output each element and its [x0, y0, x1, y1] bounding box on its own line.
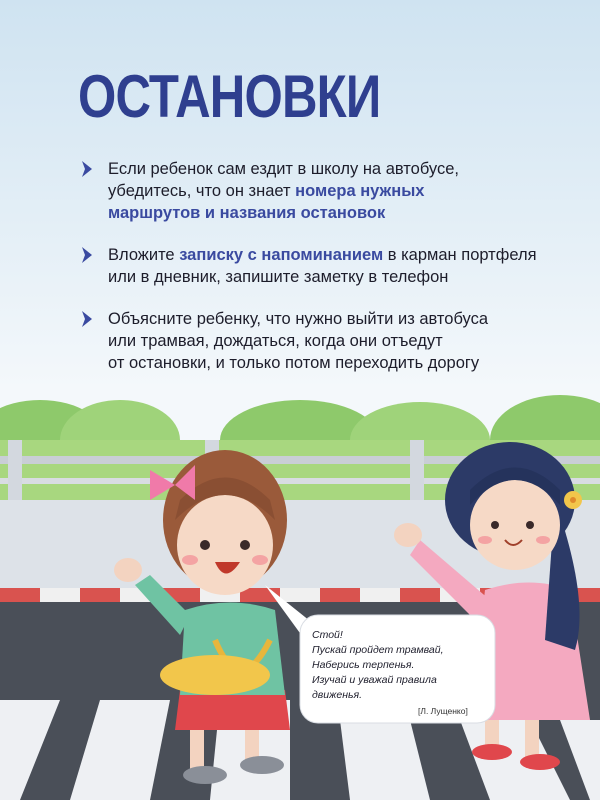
tips-list	[80, 158, 580, 394]
tip-3	[80, 308, 580, 374]
chevron-right-icon	[80, 310, 94, 328]
tip-3-line-2: или трамвая, дождаться, когда они отъедут	[108, 332, 443, 350]
tip-1-line-3: маршрутов и названия остановок	[108, 204, 386, 222]
tip-2-line-1: Вложите записку с напоминанием в карман портфеля	[108, 246, 537, 264]
tip-1-line-2: убедитесь, что он знает номера нужных	[108, 182, 425, 200]
chevron-right-icon	[80, 246, 94, 264]
tip-3-line-1: Объясните ребенку, что нужно выйти из автобуса	[108, 310, 489, 328]
poem-author: [Л. Лущенко]	[418, 706, 468, 716]
poem-line: Наберись терпенья.	[312, 659, 415, 671]
tip-2	[80, 244, 580, 288]
poem-line: Изучай и уважай правила движенья.	[312, 674, 437, 701]
poem	[312, 628, 482, 703]
street-illustration	[0, 395, 600, 800]
poem-line: Стой!	[312, 629, 343, 641]
poem-line: Пускай пройдет трамвай,	[312, 644, 444, 656]
page-title: ОСТАНОВКИ	[78, 63, 381, 130]
tip-3-line-3: от остановки, и только потом переходить дорогу	[108, 354, 480, 372]
chevron-right-icon	[80, 160, 94, 178]
tip-1	[80, 158, 580, 224]
tip-1-line-1: Если ребенок сам ездит в школу на автобусе,	[108, 160, 459, 178]
tip-2-line-2: или в дневник, запишите заметку в телефон	[108, 268, 449, 286]
